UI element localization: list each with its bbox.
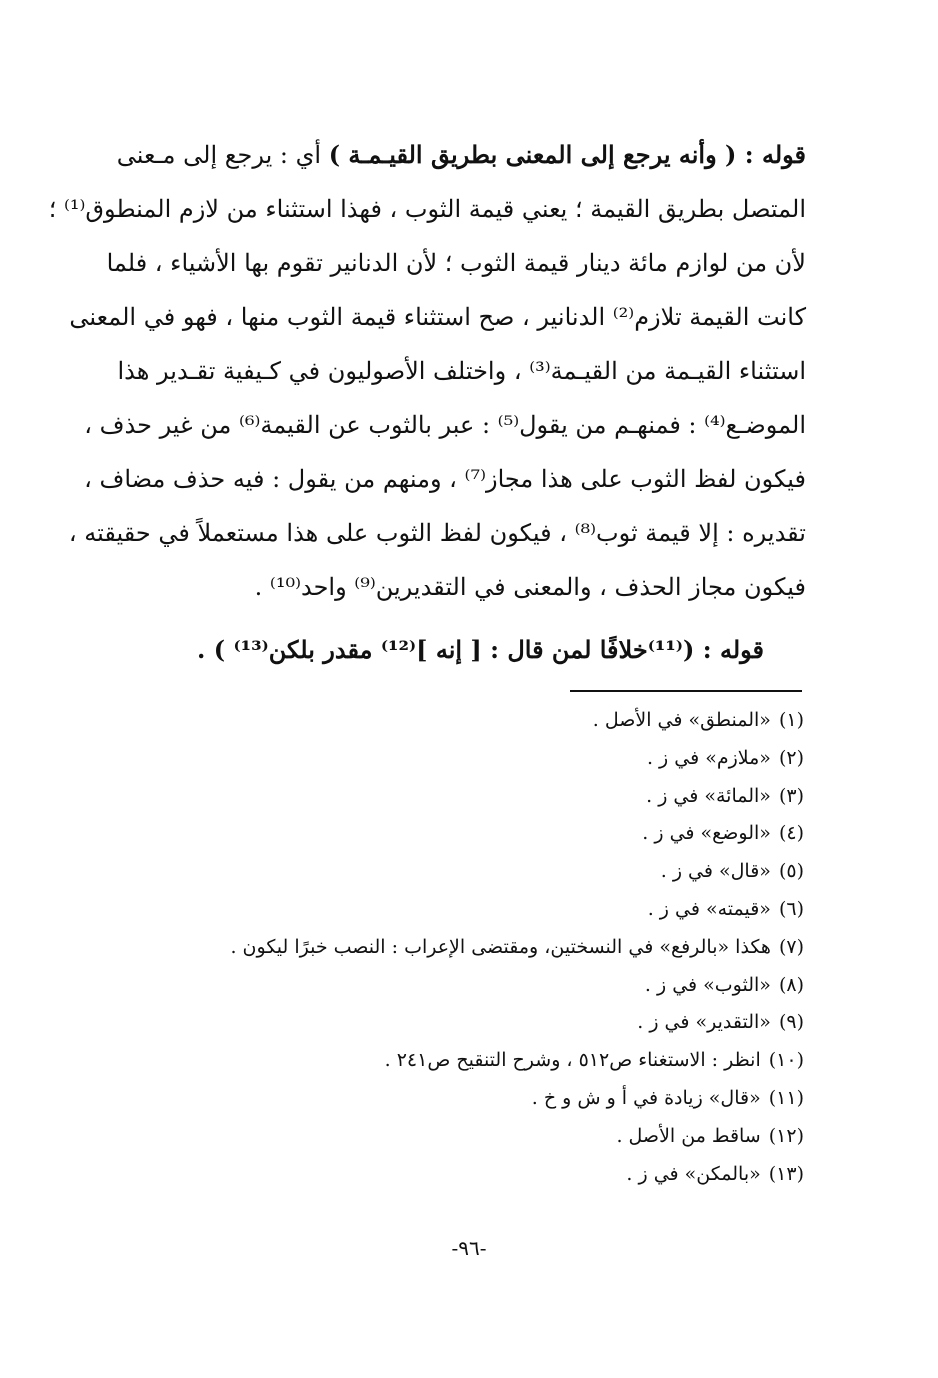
qawluh-heading: قوله : (⁽¹¹⁾خلافًا لمن قال : [ إنه ]⁽¹²⁾ مقدر بلكن⁽¹³⁾ ) . — [197, 635, 764, 664]
footnote-3 — [124, 778, 804, 816]
footnote-number: (٤) — [778, 822, 804, 845]
footnote-text: «المنطق» في الأصل . — [592, 709, 771, 731]
footnote-number: (١٢) — [768, 1124, 804, 1147]
footnote-text: «بالمكن» في ز . — [626, 1162, 761, 1185]
text-line-1-bold: قوله : ( وأنه يرجع إلى المعنى بطريق القيـمـة ) — [328, 140, 806, 169]
footnote-text: «المائة» في ز . — [646, 784, 771, 807]
footnote-11 — [124, 1080, 804, 1118]
footnotes — [124, 702, 804, 1193]
text-line-1 — [116, 128, 806, 182]
text-line-2: المتصل بطريق القيمة ؛ يعني قيمة الثوب ، فهذا استثناء من لازم المنطوق⁽¹⁾ ؛ — [48, 195, 806, 223]
footnote-text: انظر : الاستغناء ص٥١٢ ، وشرح التنقيح ص٢٤١ . — [384, 1049, 761, 1072]
footnote-text: «ملازم» في ز . — [646, 746, 771, 769]
text-line-5: استثناء القيـمة من القيـمة⁽³⁾ ، واختلف الأصوليون في كـيفية تقـدير هذا — [117, 357, 806, 385]
footnote-8 — [124, 967, 804, 1005]
footnote-text: «قيمته» في ز . — [647, 897, 771, 920]
footnote-number: (٢) — [778, 746, 804, 769]
footnote-number: (١) — [778, 709, 804, 731]
footnote-1 — [124, 702, 804, 740]
footnote-text: «قال» زيادة في أ و ش و خ . — [531, 1086, 761, 1109]
footnote-text: ساقط من الأصل . — [616, 1124, 761, 1147]
footnote-9 — [124, 1004, 804, 1042]
text-line-9: فيكون مجاز الحذف ، والمعنى في التقديرين⁽⁹⁾ واحد⁽¹⁰⁾ . — [254, 573, 806, 601]
text-line-4: كانت القيمة تلازم⁽²⁾ الدنانير ، صح استثناء قيمة الثوب منها ، فهو في المعنى — [69, 303, 806, 331]
footnote-number: (١٠) — [768, 1049, 804, 1072]
footnote-separator — [570, 690, 802, 692]
text-line-8: تقديره : إلا قيمة ثوب⁽⁸⁾ ، فيكون لفظ الثوب على هذا مستعملاً في حقيقته ، — [68, 519, 806, 547]
footnote-text: «التقدير» في ز . — [637, 1011, 771, 1034]
footnote-13 — [124, 1156, 804, 1194]
footnote-text: هكذا «بالرفع» في النسختين، ومقتضى الإعراب : النصب خبرًا ليكون . — [230, 935, 771, 958]
footnote-4 — [124, 815, 804, 853]
footnote-2 — [124, 740, 804, 778]
footnote-number: (٨) — [778, 973, 804, 996]
footnote-7 — [124, 929, 804, 967]
footnote-number: (١٣) — [768, 1162, 804, 1185]
footnote-12 — [124, 1118, 804, 1156]
footnote-number: (٦) — [778, 897, 804, 920]
text-line-3: لأن من لوازم مائة دينار قيمة الثوب ؛ لأن الدنانير تقوم بها الأشياء ، فلما — [106, 249, 806, 277]
text-line-6: الموضـع⁽⁴⁾ : فمنهـم من يقول⁽⁵⁾ : عبر بالثوب عن القيمة⁽⁶⁾ من غير حذف ، — [84, 411, 806, 439]
footnote-text: «الثوب» في ز . — [644, 973, 771, 996]
text-line-1-rest: أي : يرجع إلى مـعنى — [116, 141, 329, 169]
footnote-text: «قال» في ز . — [660, 860, 771, 883]
page-number: -٩٦- — [451, 1236, 487, 1260]
footnote-number: (٩) — [778, 1011, 804, 1034]
main-text — [48, 128, 806, 680]
footnote-number: (١١) — [768, 1086, 804, 1109]
footnote-number: (٥) — [778, 860, 804, 883]
footnote-10 — [124, 1042, 804, 1080]
footnote-number: (٧) — [778, 935, 804, 958]
footnote-6 — [124, 891, 804, 929]
footnote-5 — [124, 853, 804, 891]
footnote-text: «الوضع» في ز . — [642, 822, 771, 845]
text-line-7: فيكون لفظ الثوب على هذا مجاز⁽⁷⁾ ، ومنهم من يقول : فيه حذف مضاف ، — [84, 465, 806, 493]
footnote-number: (٣) — [778, 784, 804, 807]
